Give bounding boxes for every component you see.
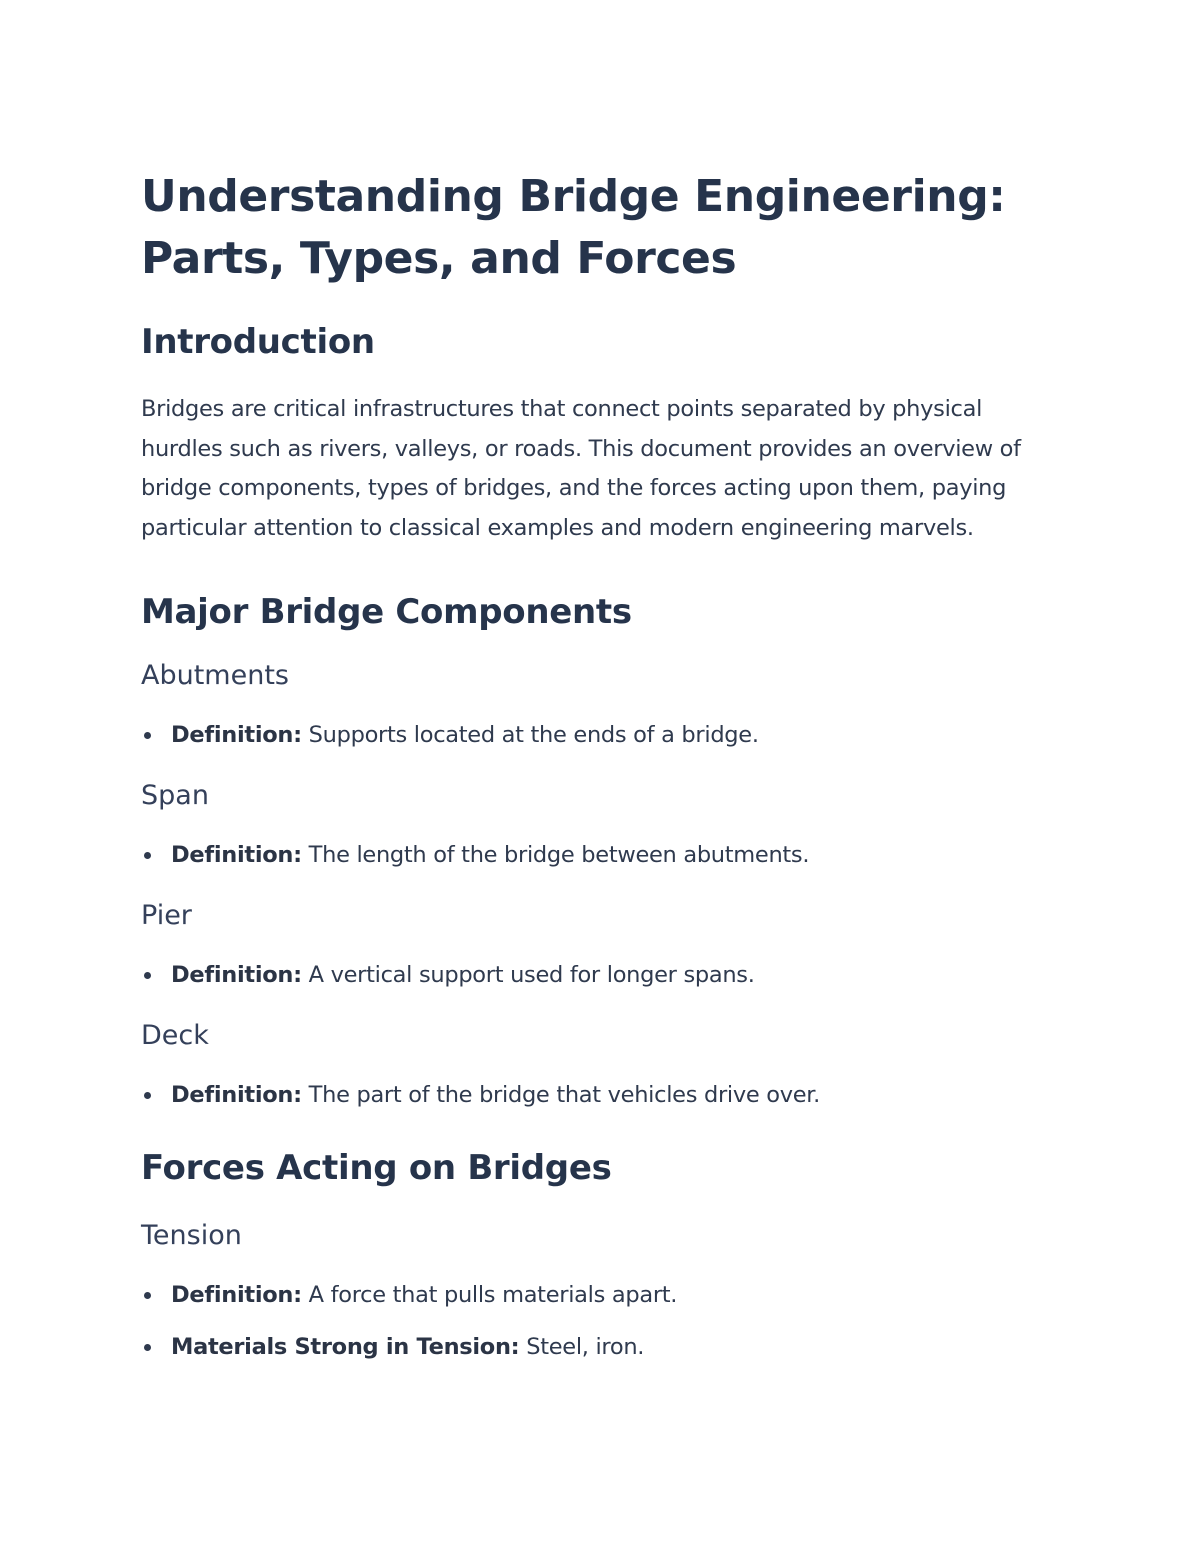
- list-item: [141, 1278, 1060, 1312]
- list-item: [141, 1078, 1060, 1112]
- bullet-icon: [144, 852, 151, 859]
- definition-text: A force that pulls materials apart.: [301, 1282, 678, 1308]
- list-item: [141, 958, 1060, 992]
- bullet-icon: [144, 1292, 151, 1299]
- force-heading-tension: Tension: [141, 1220, 242, 1251]
- component-list-span: [141, 838, 1060, 872]
- list-item: [141, 1330, 1060, 1364]
- definition-label: Definition:: [171, 1282, 302, 1308]
- document-title: Understanding Bridge Engineering: Parts, Types, and Forces: [141, 171, 1006, 284]
- introduction-paragraph: Bridges are critical infrastructures that connect points separated by physical hurdles such as rivers, valleys, or roads. This document provides an overview of bridge components, types of bridges, and the forces acting upon them, paying particular attention to classical examples and modern engineering marvels.: [141, 396, 1021, 541]
- component-list-pier: [141, 958, 1060, 992]
- definition-label: Definition:: [171, 1082, 302, 1108]
- component-heading-span: Span: [141, 780, 209, 811]
- definition-text: The part of the bridge that vehicles drive over.: [301, 1082, 821, 1108]
- definition-text: The length of the bridge between abutments.: [301, 842, 810, 868]
- component-heading-deck: Deck: [141, 1020, 209, 1051]
- bullet-icon: [144, 1092, 151, 1099]
- list-item: [141, 718, 1060, 752]
- component-heading-abutments: Abutments: [141, 660, 289, 691]
- definition-text: Supports located at the ends of a bridge.: [301, 722, 759, 748]
- materials-label: Materials Strong in Tension:: [171, 1334, 520, 1360]
- component-list-abutments: [141, 718, 1060, 752]
- force-list-tension: [141, 1278, 1060, 1364]
- bullet-icon: [144, 972, 151, 979]
- definition-label: Definition:: [171, 722, 302, 748]
- materials-text: Steel, iron.: [519, 1334, 645, 1360]
- bullet-icon: [144, 732, 151, 739]
- definition-text: A vertical support used for longer spans.: [301, 962, 755, 988]
- component-list-deck: [141, 1078, 1060, 1112]
- list-item: [141, 838, 1060, 872]
- introduction-heading: Introduction: [141, 322, 375, 362]
- component-heading-pier: Pier: [141, 900, 192, 931]
- bullet-icon: [144, 1344, 151, 1351]
- forces-heading: Forces Acting on Bridges: [141, 1148, 612, 1188]
- components-heading: Major Bridge Components: [141, 592, 632, 632]
- definition-label: Definition:: [171, 962, 302, 988]
- definition-label: Definition:: [171, 842, 302, 868]
